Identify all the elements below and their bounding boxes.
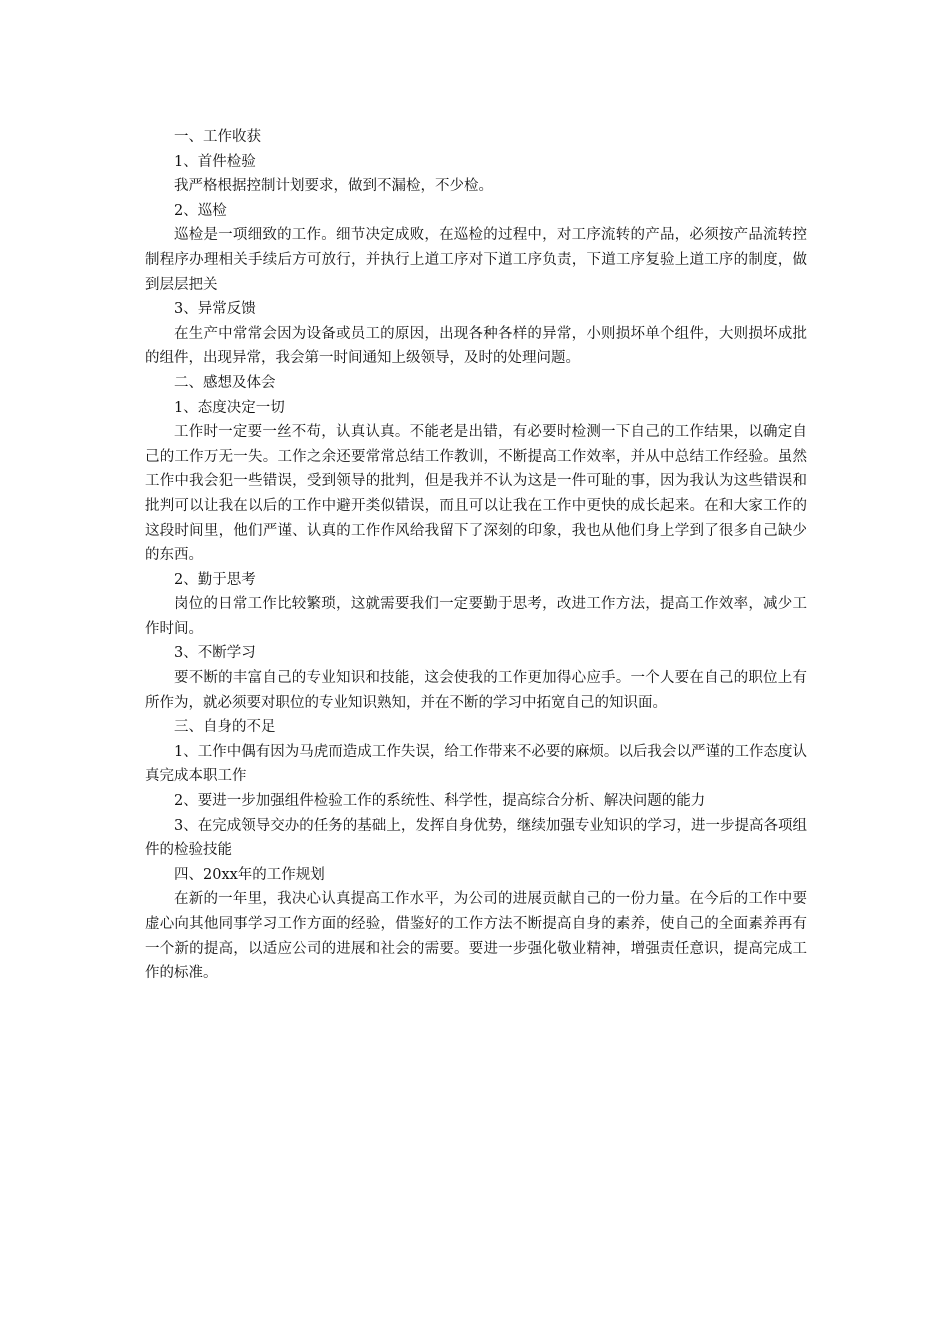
subheading-anomaly-feedback: 3、异常反馈 — [174, 301, 256, 318]
section-heading-shortcomings: 三、自身的不足 — [174, 719, 276, 736]
list-item: 2、要进一步加强组件检验工作的系统性、科学性，提高综合分析、解决问题的能力 — [174, 793, 706, 810]
list-item: 1、工作中偶有因为马虎而造成工作失误，给工作带来不必要的麻烦。以后我会以严谨的工作态度认真完成本职工作 — [145, 743, 807, 785]
paragraph: 巡检是一项细致的工作。细节决定成败，在巡检的过程中，对工序流转的产品，必须按产品流转控制程序办理相关手续后方可放行，并执行上道工序对下道工序负责，下道工序复验上道工序的制度，做到层层把关 — [145, 227, 807, 293]
list-item: 3、在完成领导交办的任务的基础上，发挥自身优势，继续加强专业知识的学习，进一步提高各项组件的检验技能 — [145, 817, 807, 859]
paragraph: 在生产中常常会因为设备或员工的原因，出现各种各样的异常，小则损坏单个组件，大则损坏成批的组件，出现异常，我会第一时间通知上级领导，及时的处理问题。 — [145, 325, 807, 367]
subheading-attitude: 1、态度决定一切 — [174, 399, 285, 416]
subheading-learning: 3、不断学习 — [174, 645, 256, 662]
document-body — [145, 125, 807, 986]
paragraph: 我严格根据控制计划要求，做到不漏检，不少检。 — [174, 178, 493, 195]
section-heading-plan: 四、20xx年的工作规划 — [174, 866, 325, 883]
subheading-thinking: 2、勤于思考 — [174, 571, 256, 588]
paragraph: 工作时一定要一丝不苟，认真认真。不能老是出错，有必要时检测一下自己的工作结果，以确定自己的工作万无一失。工作之余还要常常总结工作教训，不断提高工作效率，并从中总结工作经验。虽然工作中我会犯一些错误，受到领导的批判，但是我并不认为这是一件可耻的事，因为我认为这些错误和批判可以让我在以后的工作中避开类似错误，而且可以让我在工作中更快的成长起来。在和大家工作的这段时间里，他们严谨、认真的工作作风给我留下了深刻的印象，我也从他们身上学到了很多自己缺少的东西。 — [145, 424, 807, 564]
section-heading-reflections: 二、感想及体会 — [174, 374, 276, 391]
paragraph: 在新的一年里，我决心认真提高工作水平，为公司的进展贡献自己的一份力量。在今后的工作中要虚心向其他同事学习工作方面的经验，借鉴好的工作方法不断提高自身的素养，使自己的全面素养再有一个新的提高，以适应公司的进展和社会的需要。要进一步强化敬业精神，增强责任意识，提高完成工作的标准。 — [145, 891, 807, 982]
section-heading-harvest: 一、工作收获 — [174, 129, 261, 145]
subheading-first-inspection: 1、首件检验 — [174, 153, 256, 170]
paragraph: 岗位的日常工作比较繁琐，这就需要我们一定要勤于思考，改进工作方法，提高工作效率，减少工作时间。 — [145, 596, 807, 637]
subheading-patrol-inspection: 2、巡检 — [174, 202, 227, 219]
paragraph: 要不断的丰富自己的专业知识和技能，这会使我的工作更加得心应手。一个人要在自己的职位上有所作为，就必须要对职位的专业知识熟知，并在不断的学习中拓宽自己的知识面。 — [145, 670, 807, 711]
